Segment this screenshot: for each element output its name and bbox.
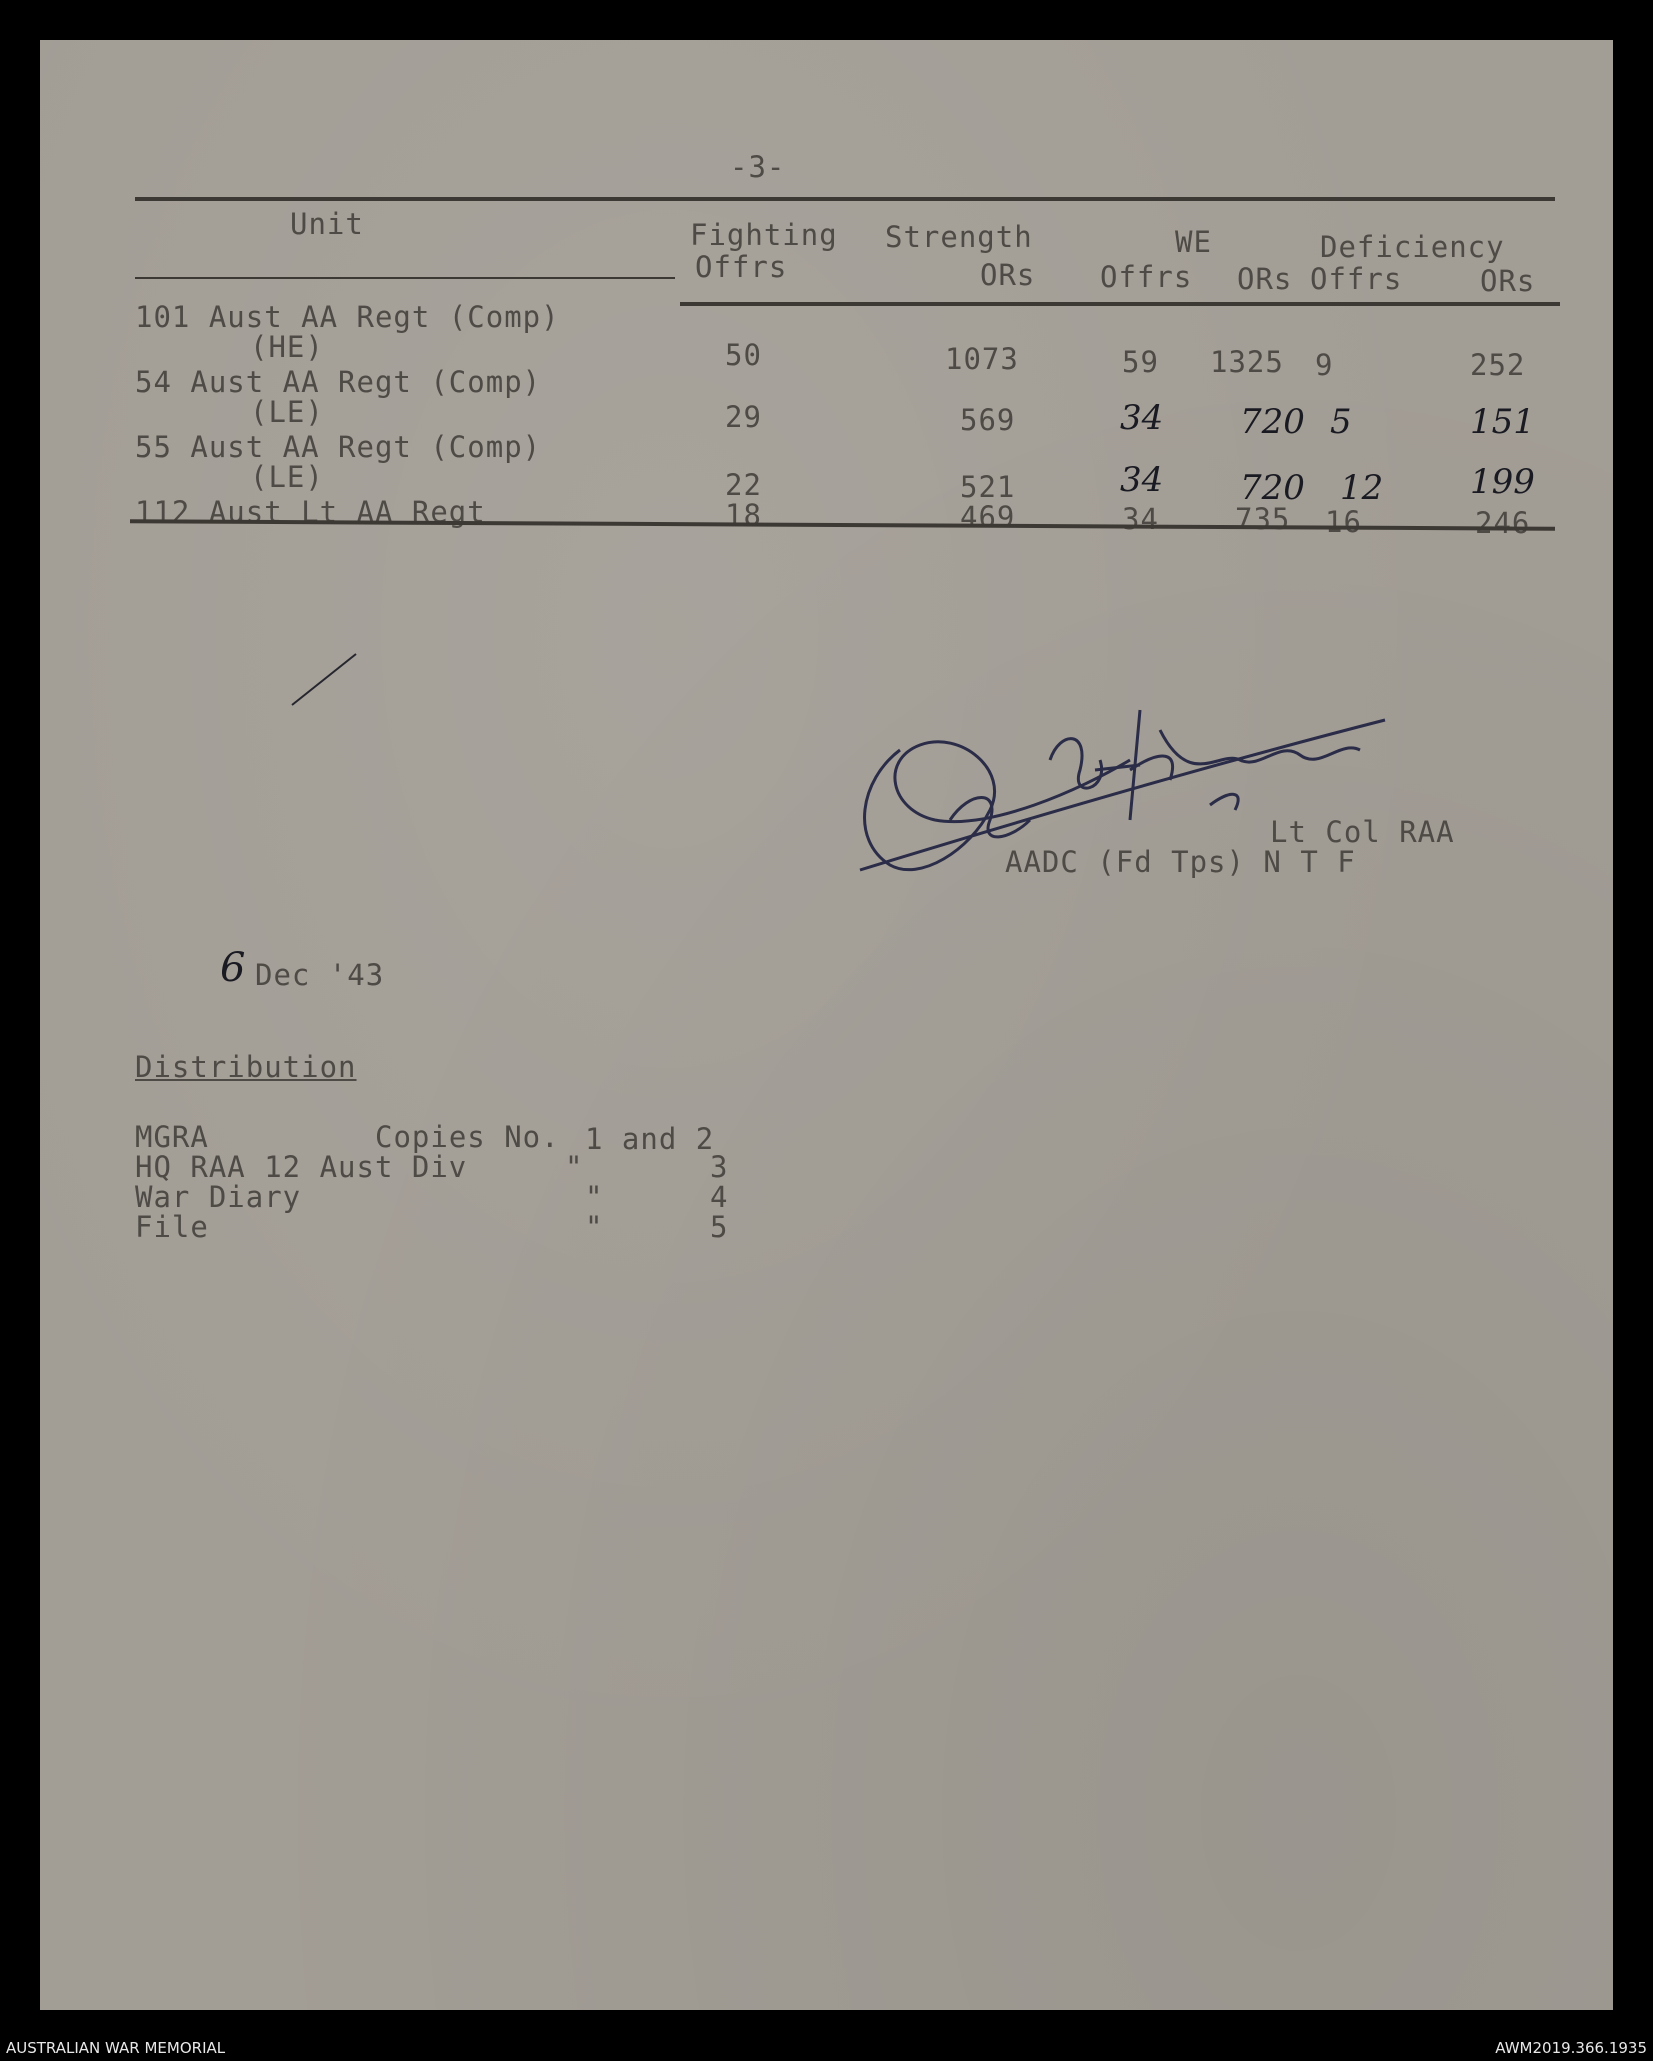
table-cell-strength-ors: 569 <box>960 403 1016 437</box>
table-cell-def-offrs: 9 <box>1315 348 1334 382</box>
header-we: WE <box>1175 225 1212 259</box>
table-cell-fighting-offrs: 18 <box>725 498 762 532</box>
header-we-offrs: Offrs <box>1100 260 1193 294</box>
header-fighting: Fighting <box>690 218 838 252</box>
table-cell-def-ors: 252 <box>1470 348 1526 382</box>
table-cell-def-ors-handwritten: 151 <box>1470 402 1535 442</box>
header-strength-ors: ORs <box>980 258 1036 292</box>
date-text: Dec '43 <box>255 958 385 992</box>
header-def-ors: ORs <box>1480 264 1536 298</box>
header-strength: Strength <box>885 220 1033 254</box>
table-row-unit: 54 Aust AA Regt (Comp) <box>135 365 542 399</box>
document-page <box>40 40 1613 2010</box>
table-row-unit: 101 Aust AA Regt (Comp) <box>135 300 560 334</box>
distribution-recipient: HQ RAA 12 Aust Div <box>135 1150 468 1184</box>
distribution-copies: 4 <box>710 1180 729 1214</box>
header-unit-underline <box>135 277 675 279</box>
table-cell-fighting-offrs: 29 <box>725 400 762 434</box>
table-cell-def-ors-handwritten: 199 <box>1470 462 1535 502</box>
distribution-copies: 1 and 2 <box>585 1122 715 1156</box>
distribution-recipient: File <box>135 1210 209 1244</box>
header-unit: Unit <box>290 207 364 241</box>
table-cell-strength-ors: 521 <box>960 470 1016 504</box>
table-cell-we-offrs: 59 <box>1122 345 1159 379</box>
table-row-unit-sub: (LE) <box>250 460 324 494</box>
table-row-unit-sub: (HE) <box>250 330 324 364</box>
distribution-copies: 5 <box>710 1210 729 1244</box>
signatory-rank: Lt Col RAA <box>1270 815 1455 849</box>
table-cell-we-ors: 1325 <box>1210 345 1284 379</box>
page-number: -3- <box>730 150 786 184</box>
distribution-copies-label: " <box>585 1210 604 1244</box>
table-cell-we-ors-handwritten: 720 <box>1240 402 1305 442</box>
signatory-appointment: AADC (Fd Tps) N T F <box>1005 845 1356 879</box>
header-deficiency: Deficiency <box>1320 230 1505 264</box>
table-cell-we-ors: 735 <box>1235 502 1291 536</box>
header-we-ors: ORs <box>1237 262 1293 296</box>
table-cell-we-offrs-handwritten: 34 <box>1120 398 1164 438</box>
table-cell-we-offrs: 34 <box>1122 502 1159 536</box>
header-bottom-rule <box>680 302 1560 306</box>
archive-reference: AWM2019.366.1935 <box>1495 2039 1647 2057</box>
table-cell-fighting-offrs: 22 <box>725 468 762 502</box>
table-cell-def-offrs-handwritten: 5 <box>1330 402 1352 442</box>
header-fighting-offrs: Offrs <box>695 250 788 284</box>
table-cell-we-offrs-handwritten: 34 <box>1120 460 1164 500</box>
table-cell-fighting-offrs: 50 <box>725 338 762 372</box>
table-cell-def-offrs: 16 <box>1325 505 1362 539</box>
distribution-recipient: MGRA <box>135 1120 209 1154</box>
header-def-offrs: Offrs <box>1310 262 1403 296</box>
table-cell-strength-ors: 469 <box>960 500 1016 534</box>
distribution-copies-label: " <box>585 1180 604 1214</box>
distribution-heading: Distribution <box>135 1050 357 1084</box>
pen-mark <box>290 650 360 710</box>
distribution-copies: 3 <box>710 1150 729 1184</box>
date-day-handwritten: 6 <box>220 945 246 991</box>
table-cell-strength-ors: 1073 <box>945 342 1019 376</box>
distribution-copies-label: " <box>565 1150 584 1184</box>
table-cell-we-ors-handwritten: 720 <box>1240 468 1305 508</box>
table-cell-def-ors: 246 <box>1475 506 1531 540</box>
archive-credit: AUSTRALIAN WAR MEMORIAL <box>6 2039 226 2057</box>
table-row-unit: 112 Aust Lt AA Regt <box>135 495 486 529</box>
distribution-copies-label: Copies No. <box>375 1120 560 1154</box>
distribution-recipient: War Diary <box>135 1180 302 1214</box>
table-top-rule <box>135 197 1555 201</box>
table-row-unit-sub: (LE) <box>250 395 324 429</box>
table-row-unit: 55 Aust AA Regt (Comp) <box>135 430 542 464</box>
table-cell-def-offrs-handwritten: 12 <box>1340 468 1384 508</box>
